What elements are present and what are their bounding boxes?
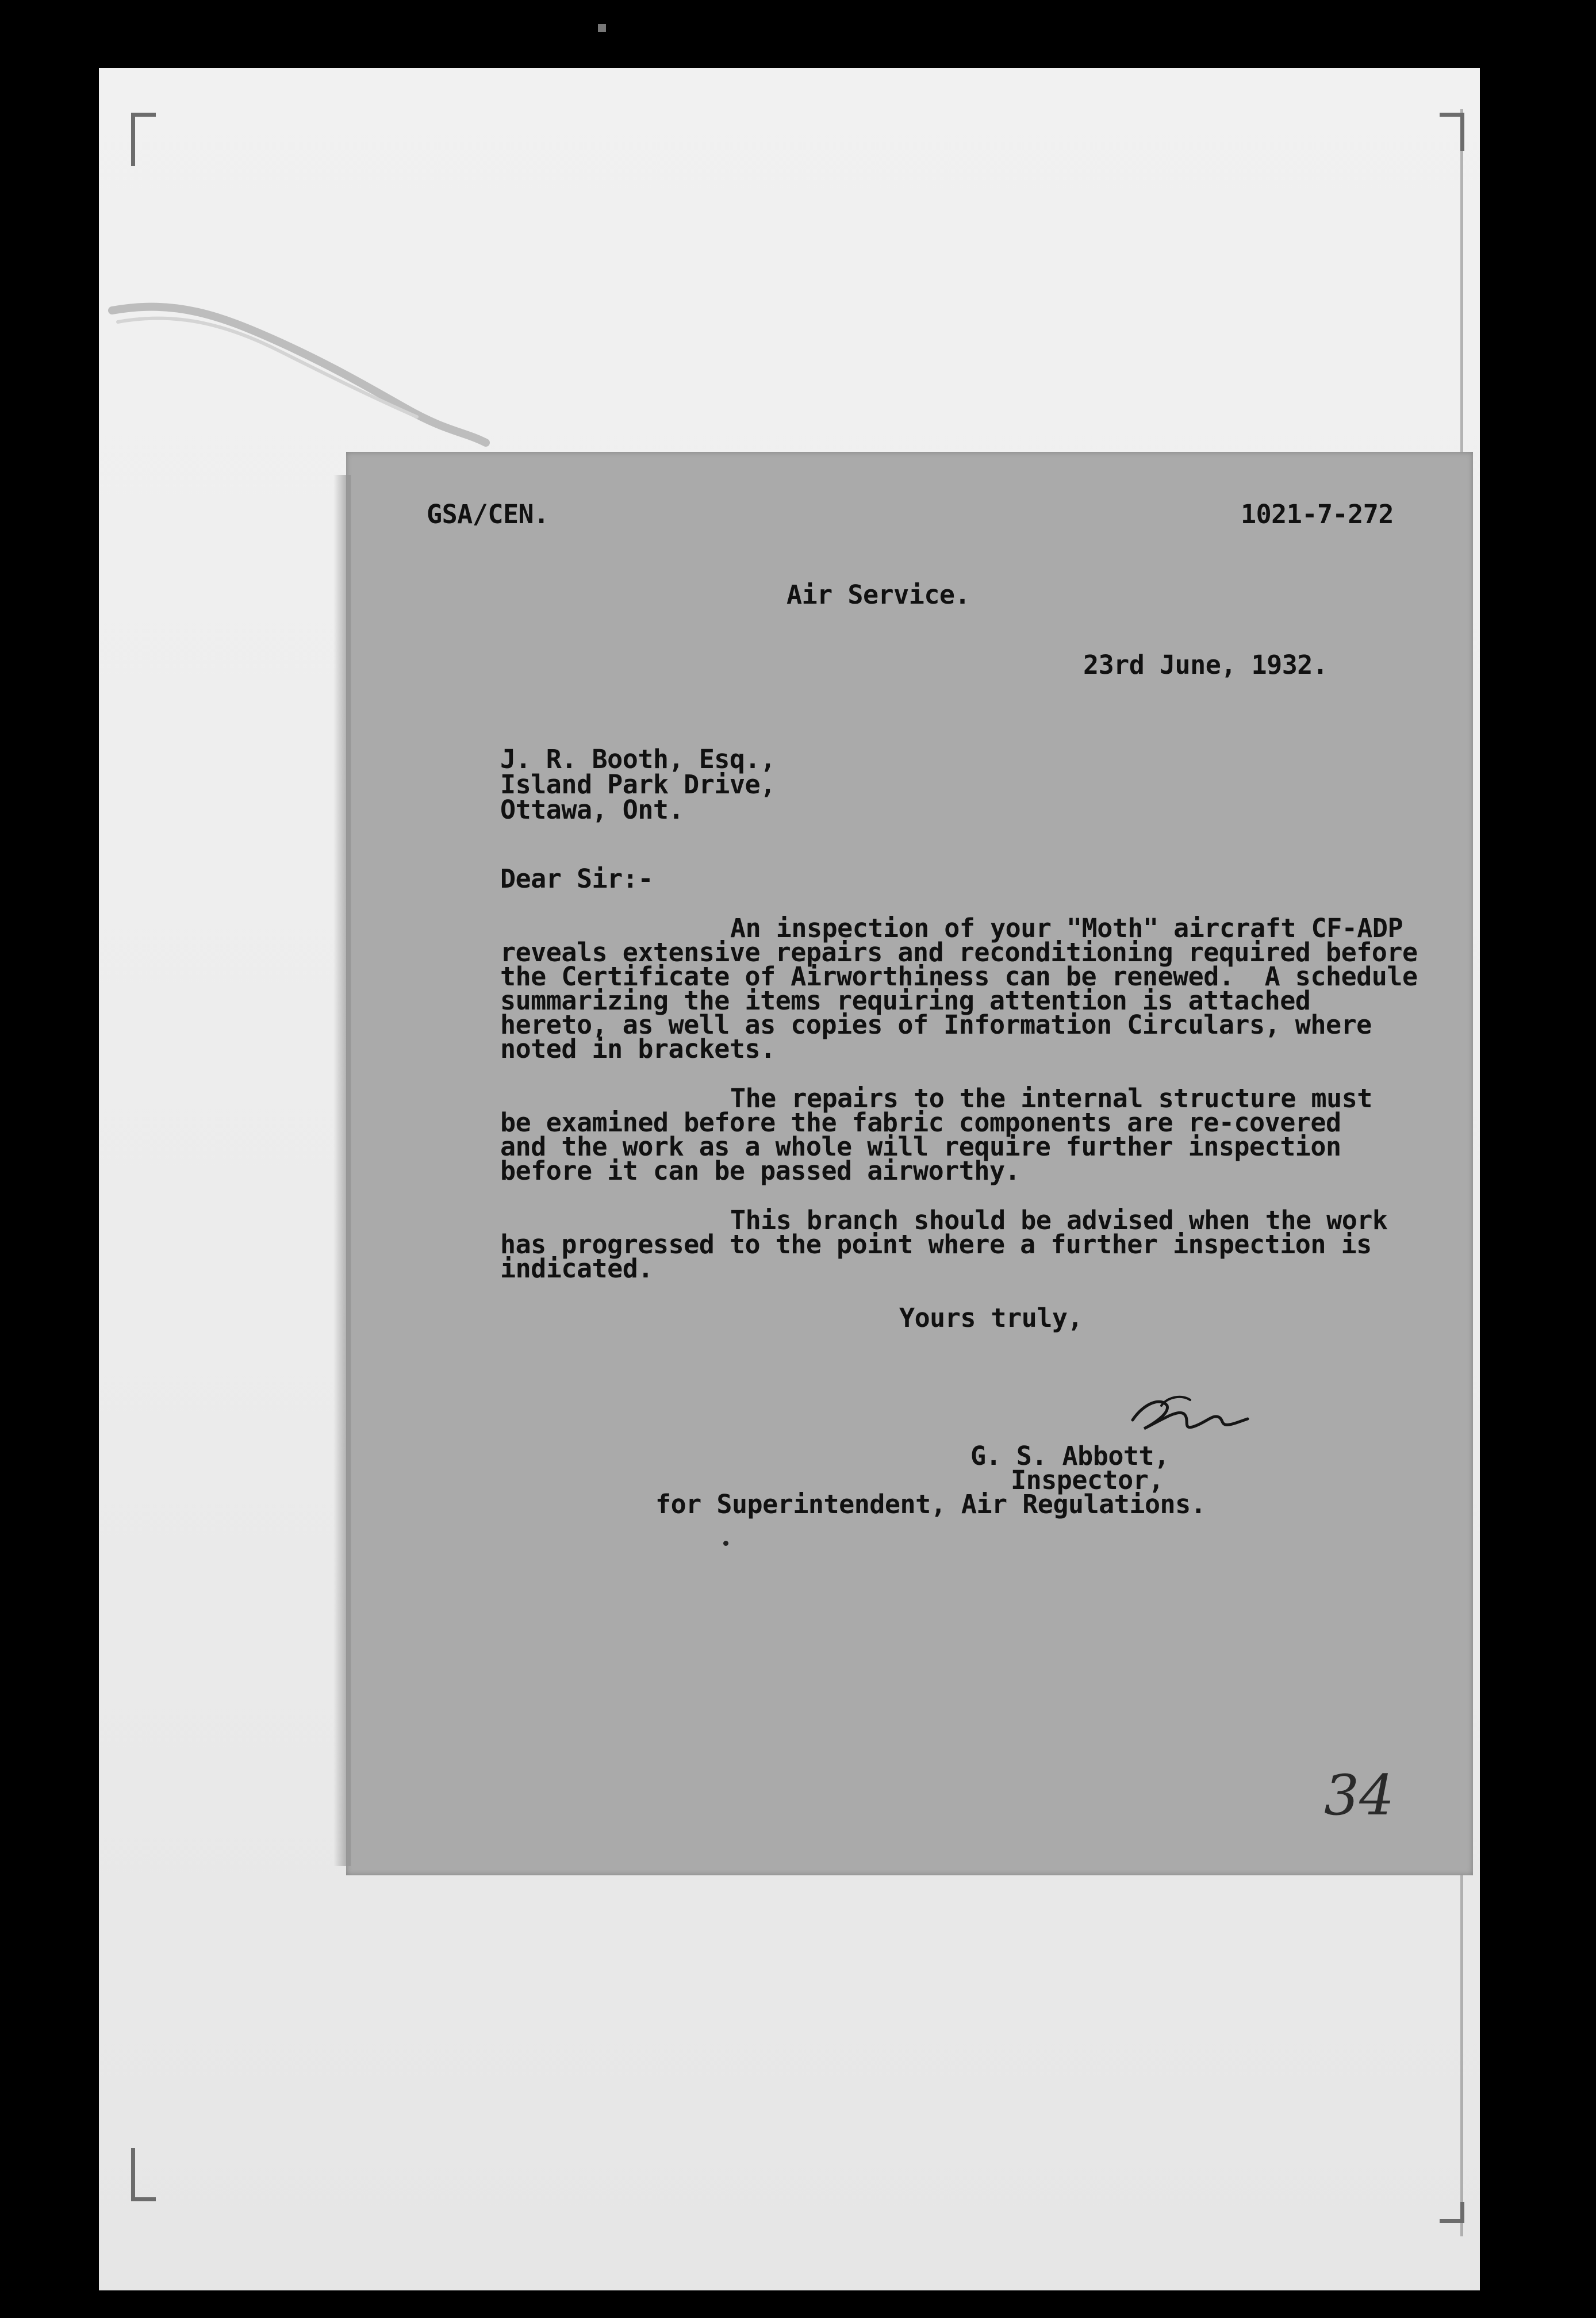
body-line: This branch should be advised when the work: [730, 1205, 1388, 1235]
body-line: The repairs to the internal structure must: [730, 1083, 1372, 1114]
department-heading: Air Service.: [787, 580, 970, 610]
handwritten-page-number: [1319, 1759, 1394, 1845]
recipient-name: J. R. Booth, Esq.,: [500, 744, 776, 774]
signatory-name: G. S. Abbott,: [970, 1441, 1169, 1471]
body-line: be examined before the fabric components are re-covered: [500, 1107, 1341, 1138]
body-line: and the work as a whole will require further inspection: [500, 1131, 1341, 1162]
crop-mark-bottom-right: [1440, 2202, 1464, 2223]
letter-date: 23rd June, 1932.: [1083, 650, 1328, 680]
recipient-city: Ottawa, Ont.: [500, 795, 684, 825]
crop-mark-top-left: [131, 113, 156, 166]
crop-mark-top-right: [1440, 113, 1464, 151]
ink-dot: [723, 1541, 728, 1546]
handwritten-initials: [1127, 1386, 1253, 1449]
recipient-street: Island Park Drive,: [500, 769, 776, 800]
salutation: Dear Sir:-: [500, 864, 653, 894]
signatory-title: Inspector,: [1011, 1465, 1164, 1495]
body-line: hereto, as well as copies of Information Circulars, where: [500, 1010, 1372, 1040]
crop-mark-bottom-left: [131, 2148, 156, 2201]
body-line: indicated.: [500, 1253, 653, 1284]
file-reference-left: GSA/CEN.: [427, 499, 549, 529]
typed-letter: [346, 452, 1473, 1875]
file-reference-right: 1021-7-272: [1241, 499, 1394, 529]
body-line: An inspection of your "Moth" aircraft CF-ADP: [730, 913, 1403, 943]
body-line: noted in brackets.: [500, 1034, 776, 1064]
body-line: has progressed to the point where a further inspection is: [500, 1229, 1372, 1260]
body-line: the Certificate of Airworthiness can be renewed. A schedule: [500, 961, 1418, 992]
body-line: summarizing the items requiring attention is attached: [500, 985, 1311, 1016]
page-number-text: 34: [1324, 1763, 1395, 1828]
body-line: before it can be passed airworthy.: [500, 1156, 1020, 1186]
signatory-for-line: for Superintendent, Air Regulations.: [655, 1489, 1206, 1519]
body-line: reveals extensive repairs and reconditioning required before: [500, 937, 1418, 968]
closing: Yours truly,: [899, 1303, 1083, 1333]
binding-string: [106, 299, 497, 448]
film-mark: [598, 24, 606, 32]
